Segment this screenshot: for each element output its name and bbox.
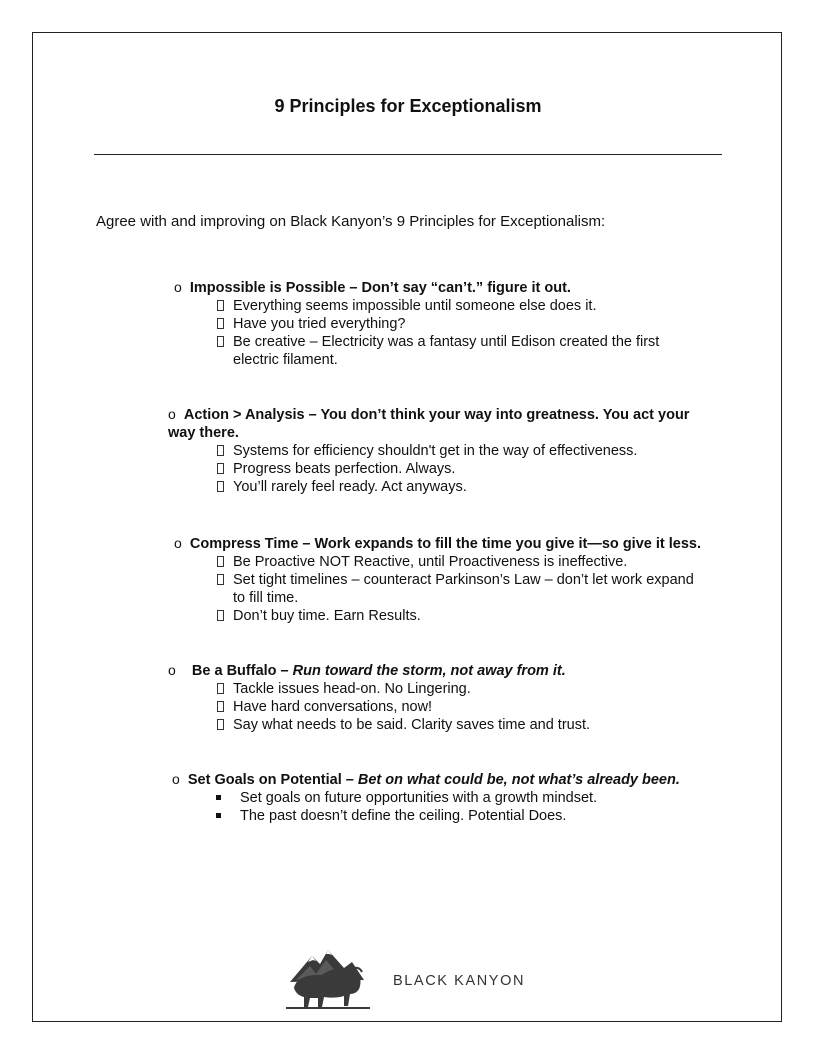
square-bullet-icon — [216, 795, 221, 800]
principle-heading-bold: Set Goals on Potential – — [187, 772, 358, 788]
principle-section — [172, 770, 732, 825]
list-item-text: Systems for efficiency shouldn't get in the way of effectiveness. — [233, 443, 638, 459]
principle-heading — [174, 278, 694, 297]
principle-section — [168, 661, 708, 734]
principle-items — [233, 680, 693, 734]
list-item — [233, 571, 703, 607]
intro-text: Agree with and improving on Black Kanyon’s 9 Principles for Exceptionalism: — [96, 213, 606, 230]
circle-bullet-icon: o — [168, 406, 176, 422]
page-title: 9 Principles for Exceptionalism — [274, 96, 542, 116]
placeholder-glyph-icon — [217, 610, 224, 621]
list-item-text: Set goals on future opportunities with a growth mindset. — [240, 790, 598, 806]
list-item — [233, 442, 693, 460]
list-item-text: Progress beats perfection. Always. — [233, 461, 456, 477]
placeholder-glyph-icon — [217, 556, 224, 567]
principle-heading-bold: Action > Analysis – You don’t think your way into greatness. You act your way there. — [168, 407, 690, 441]
list-item — [233, 460, 693, 478]
principle-section — [168, 405, 708, 496]
principle-section — [174, 534, 734, 625]
list-item-text: Everything seems impossible until someone else does it. — [233, 298, 597, 314]
principle-items — [240, 789, 700, 825]
list-item-text: Have hard conversations, now! — [233, 699, 433, 715]
list-item — [233, 478, 693, 496]
placeholder-glyph-icon — [217, 719, 224, 730]
brand-name: BLACK KANYON — [393, 973, 526, 989]
principle-heading — [174, 534, 734, 553]
principle-heading-bold: Compress Time – Work expands to fill the time you give it—so give it less. — [189, 536, 701, 552]
list-item-text: The past doesn’t define the ceiling. Potential Does. — [240, 808, 567, 824]
list-item — [233, 553, 703, 571]
principle-heading-italic: Bet on what could be, not what’s already been. — [357, 772, 680, 788]
principle-heading — [172, 770, 732, 789]
placeholder-glyph-icon — [217, 300, 224, 311]
principle-items — [233, 297, 683, 369]
principle-heading-bold: Impossible is Possible – Don’t say “can’t.” figure it out. — [189, 280, 571, 296]
list-item-text: Say what needs to be said. Clarity saves time and trust. — [233, 717, 591, 733]
square-bullet-icon — [216, 813, 221, 818]
list-item-text: Be Proactive NOT Reactive, until Proactiveness is ineffective. — [233, 554, 628, 570]
placeholder-glyph-icon — [217, 683, 224, 694]
list-item-text: Set tight timelines – counteract Parkinson’s Law – don’t let work expand to fill time. — [233, 572, 694, 606]
list-item — [233, 607, 703, 625]
circle-bullet-icon: o — [174, 279, 182, 295]
list-item-text: Have you tried everything? — [233, 316, 406, 332]
principle-items — [233, 442, 693, 496]
list-item — [240, 807, 700, 825]
circle-bullet-icon: o — [172, 771, 180, 787]
list-item — [233, 315, 683, 333]
placeholder-glyph-icon — [217, 574, 224, 585]
circle-bullet-icon: o — [168, 662, 176, 678]
placeholder-glyph-icon — [217, 701, 224, 712]
principle-section — [174, 278, 694, 369]
list-item — [233, 333, 683, 369]
list-item — [240, 789, 700, 807]
placeholder-glyph-icon — [217, 336, 224, 347]
page-frame — [32, 32, 782, 1022]
list-item — [233, 297, 683, 315]
placeholder-glyph-icon — [217, 445, 224, 456]
placeholder-glyph-icon — [217, 481, 224, 492]
list-item — [233, 698, 693, 716]
principle-heading — [168, 405, 708, 442]
principle-heading — [168, 661, 708, 680]
circle-bullet-icon: o — [174, 535, 182, 551]
principle-items — [233, 553, 703, 625]
placeholder-glyph-icon — [217, 463, 224, 474]
principle-heading-bold: Be a Buffalo – — [191, 663, 293, 679]
title-divider — [94, 154, 722, 155]
list-item-text: Don’t buy time. Earn Results. — [233, 608, 421, 624]
list-item-text: Tackle issues head-on. No Lingering. — [233, 681, 471, 697]
list-item-text: You’ll rarely feel ready. Act anyways. — [233, 479, 467, 495]
placeholder-glyph-icon — [217, 318, 224, 329]
principle-heading-italic: Run toward the storm, not away from it. — [292, 663, 566, 679]
list-item-text: Be creative – Electricity was a fantasy until Edison created the first electric filament. — [233, 334, 660, 368]
list-item — [233, 716, 693, 734]
list-item — [233, 680, 693, 698]
